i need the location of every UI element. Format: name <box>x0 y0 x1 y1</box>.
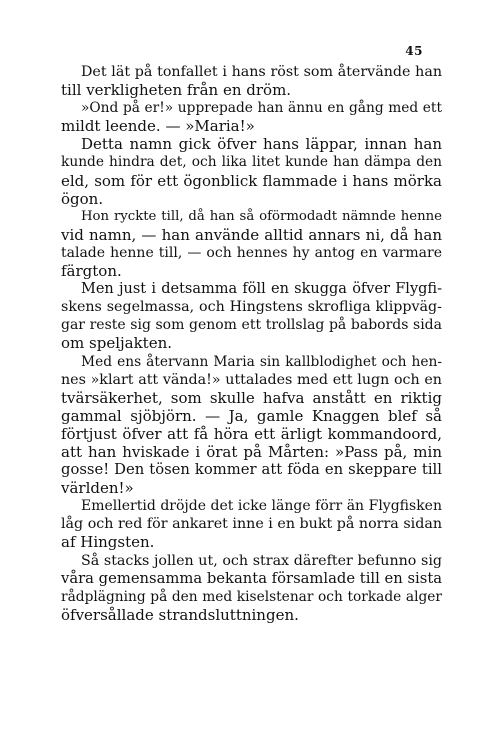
text-line: Hon ryckte till, då han så oförmodadt nämnde henne <box>81 208 442 224</box>
text-line: Men just i detsamma föll en skugga öfver Flygfi- <box>81 281 442 298</box>
text-line: vid namn, — han använde alltid annars ni, då han <box>61 225 442 244</box>
text-line: tvärsäkerhet, som skulle hafva anstått en riktig <box>61 388 442 407</box>
text-line: färgton. <box>61 262 122 281</box>
text-line: af Hingsten. <box>61 533 155 552</box>
text-line: ögon. <box>61 189 104 208</box>
text-line: nes »klart att vända!» uttalades med ett lugn och en <box>61 371 442 388</box>
text-line: Detta namn gick öfver hans läppar, innan han <box>81 135 442 154</box>
text-line: öfversållade strandsluttningen. <box>61 605 299 624</box>
body-text <box>61 63 442 624</box>
text-line: Så stacks jollen ut, och strax därefter befunno sig <box>81 552 442 569</box>
page-number: 45 <box>405 44 423 58</box>
text-line: låg och red för ankaret inne i en bukt på norra sidan <box>61 516 442 533</box>
text-line: gar reste sig som genom ett trollslag på babords sida <box>61 317 442 334</box>
text-line: till verkligheten från en dröm. <box>61 81 292 100</box>
text-line: gosse! Den tösen kommer att föda en skeppare till <box>61 461 442 479</box>
text-line: Det lät på tonfallet i hans röst som återvände han <box>81 64 442 80</box>
text-line: världen!» <box>61 479 134 498</box>
text-line: mildt leende. — »Maria!» <box>61 117 255 136</box>
text-line: talade henne till, — och hennes hy antog en varmare <box>61 244 442 261</box>
text-line: eld, som för ett ögonblick flammade i hans mörka <box>61 171 442 190</box>
text-line: skens segelmassa, och Hingstens skrofliga klippväg- <box>61 299 442 316</box>
text-line: förtjust öfver att få höra ett ärligt kommandoord, <box>61 424 442 443</box>
text-line: våra gemensamma bekanta församlade till en sista <box>61 569 443 587</box>
text-line: gammal sjöbjörn. — Ja, gamle Knaggen blef så <box>61 406 442 425</box>
text-line: »Ond på er!» upprepade han ännu en gång med ett <box>81 100 442 117</box>
text-line: Emellertid dröjde det icke länge förr än Flygfisken <box>81 498 442 515</box>
text-line: rådplägning på den med kiselstenar och torkade alger <box>61 588 442 605</box>
text-line: kunde hindra det, och lika litet kunde han dämpa den <box>61 154 442 171</box>
text-line: att han hviskade i örat på Mårten: »Pass på, min <box>61 442 442 461</box>
text-line: om speljakten. <box>61 334 173 353</box>
text-line: Med ens återvann Maria sin kallblodighet och hen- <box>81 353 442 370</box>
